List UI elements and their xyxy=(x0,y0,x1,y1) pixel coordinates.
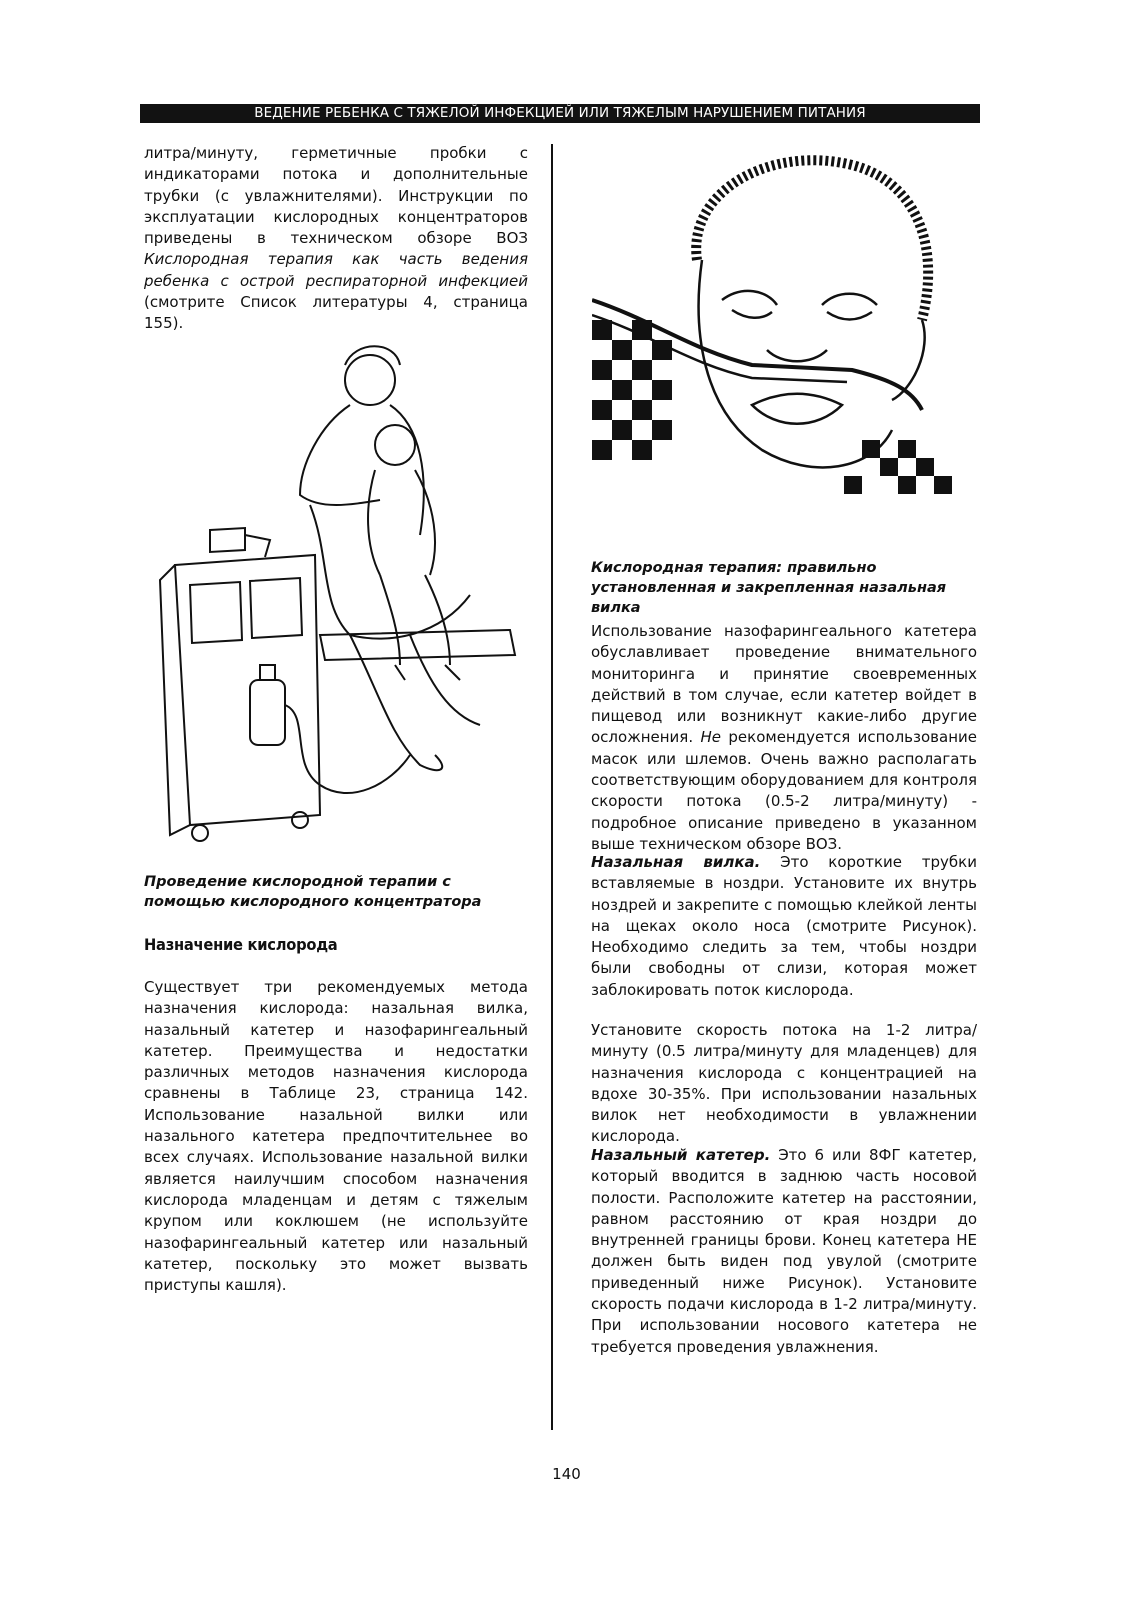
left-intro-paragraph xyxy=(144,143,528,335)
oxygen-concentrator-illustration xyxy=(150,335,530,845)
para1-text-1: Использование назофарингеального катетера обуславливает проведение внимательного мониторинга и принятие своевременных действий в том случае, если катетер войдет в пищевод или возникнут какие-либо другие осложнения. xyxy=(591,622,977,747)
para4-text: Это 6 или 8ФГ катетер, который вводится в заднюю часть носовой полости. Расположите катетер на расстоянии, равном расстоянию от края ноздри до внутренней границы брови. Конец катетера НЕ должен быть виден под увулой (смотрите приведенный ниже Рисунок). Установите скорость подачи кислорода в 1-2 литра/минуту. При использовании носового катетера не требуется проведения увлажнения. xyxy=(591,1146,977,1356)
left-figure-caption: Проведение кислородной терапии с помощью кислородного концентратора xyxy=(144,874,482,910)
section-text: Существует три рекомендуемых метода назначения кислорода: назальная вилка, назальный катетер и назофарингеальный катетер. Преимущества и недостатки различных методов назначения кислорода сравнены в Таблице 23, страница 142. Использование назальной вилки или назального катетера предпочтительнее во всех случаях. Использование назальной вилки является наилучшим способом назначения кислорода младенцам и детям с тяжелым крупом или коклюшем (не используйте назофарингеальный катетер или назальный катетер, поскольку это может вызвать приступы кашля). xyxy=(144,978,528,1295)
para2-text: Это короткие трубки вставляемые в ноздри. Установите их внутрь ноздрей и закрепите с помощью клейкой ленты на щеках около носа (смотрите Рисунок). Необходимо следить за тем, чтобы ноздри были свободны от слизи, которая может заблокировать поток кислорода. xyxy=(591,853,977,999)
para1-text-2: рекомендуется использование масок или шлемов. Очень важно располагать соответствующим оборудованием для контроля скорости потока (0.5-2 литра/минуту) - подробное описание приведено в указанном выше техническом обзоре ВОЗ. xyxy=(591,728,977,853)
intro-text-2: (смотрите Список литературы 4, страница 155). xyxy=(144,293,528,333)
column-divider xyxy=(551,144,553,1430)
nasal-prongs-lead: Назальная вилка. xyxy=(591,853,761,871)
left-section-paragraph xyxy=(144,977,528,1296)
intro-text-1: литра/минуту, герметичные пробки с индикаторами потока и дополнительные трубки (с увлажнителями). Инструкции по эксплуатации кислородных концентраторов приведены в техническом обзоре ВОЗ xyxy=(144,144,528,248)
right-paragraph-2 xyxy=(591,852,977,1001)
running-header: ВЕДЕНИЕ РЕБЕНКА С ТЯЖЕЛОЙ ИНФЕКЦИЕЙ ИЛИ ТЯЖЕЛЫМ НАРУШЕНИЕМ ПИТАНИЯ xyxy=(140,104,980,123)
right-figure-caption: Кислородная терапия: правильно установленная и закрепленная назальная вилка xyxy=(591,560,947,616)
right-paragraph-3 xyxy=(591,1020,977,1148)
nasal-catheter-lead: Назальный катетер. xyxy=(591,1146,771,1164)
nasal-prongs-illustration xyxy=(592,150,972,500)
intro-italic-title: Кислородная терапия как часть ведения ребенка с острой респираторной инфекцией xyxy=(144,250,528,290)
para1-italic: Не xyxy=(700,728,721,747)
section-heading: Назначение кислорода xyxy=(144,935,338,954)
para3-text: Установите скорость потока на 1-2 литра/минуту (0.5 литра/минуту для младенцев) для назначения кислорода с концентрацией на вдохе 30-35%. При использовании назальных вилок нет необходимости в увлажнении кислорода. xyxy=(591,1021,977,1146)
right-paragraph-4 xyxy=(591,1145,977,1358)
right-paragraph-1 xyxy=(591,621,977,855)
page-number: 140 xyxy=(552,1465,581,1483)
